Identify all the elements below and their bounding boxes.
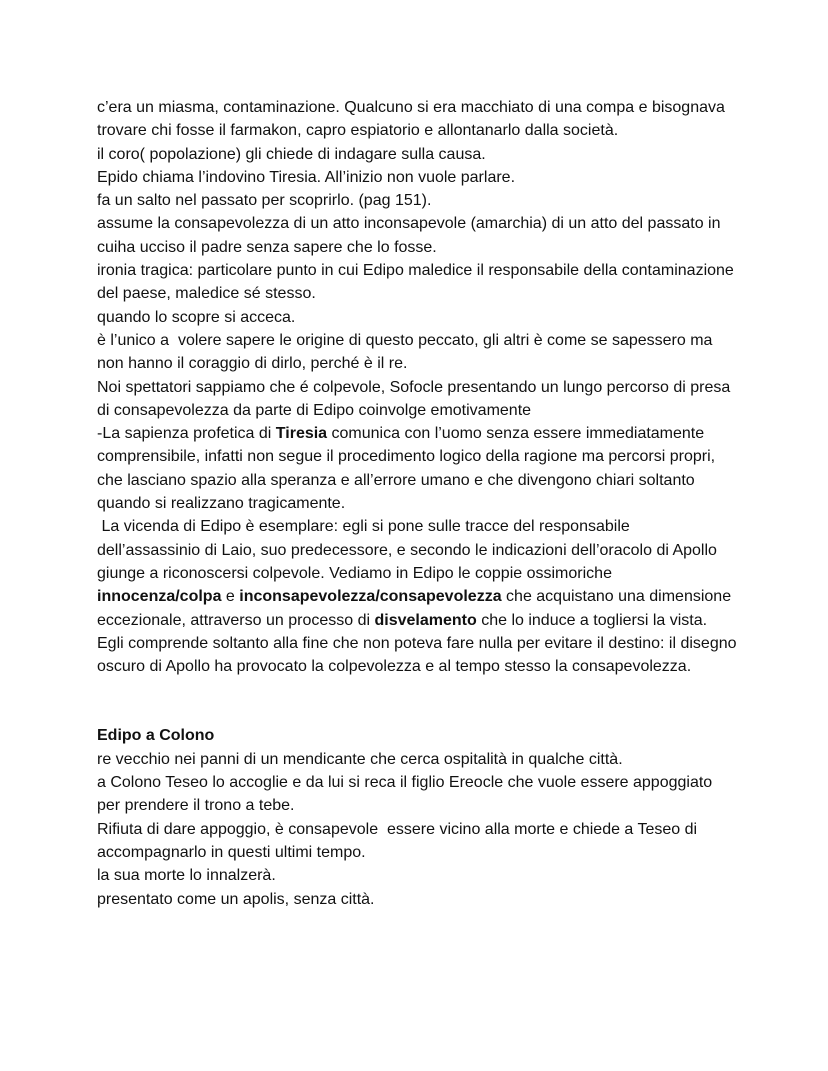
bold-term-innocenza-colpa: innocenza/colpa bbox=[97, 588, 222, 606]
paragraph-spettatori: Noi spettatori sappiamo che é colpevole, Sofocle presentando un lungo percorso di presa di consapevolezza da parte di Edipo coinvolge emotivamente bbox=[97, 378, 735, 419]
paragraph-coro: il coro( popolazione) gli chiede di indagare sulla causa. bbox=[97, 145, 486, 163]
bold-term-disvelamento: disvelamento bbox=[374, 611, 477, 629]
paragraph-consapevolezza: assume la consapevolezza di un atto inconsapevole (amarchia) di un atto del passato in cuiha ucciso il padre senza sapere che lo fosse. bbox=[97, 215, 725, 256]
paragraph-apolis: presentato come un apolis, senza città. bbox=[97, 890, 375, 908]
section-spacer bbox=[97, 678, 737, 724]
paragraph-ironia-tragica: ironia tragica: particolare punto in cui Edipo maledice il responsabile della contaminazione del paese, maledice sé stesso. bbox=[97, 262, 739, 303]
document-page bbox=[97, 96, 741, 911]
paragraph-tiresia-intro: Epido chiama l’indovino Tiresia. All’inizio non vuole parlare. bbox=[97, 168, 516, 186]
heading-edipo-a-colono: Edipo a Colono bbox=[97, 727, 215, 745]
paragraph-rifiuta: Rifiuta di dare appoggio, è consapevole essere vicino alla morte e chiede a Teseo di accompagnarlo in questi ultimi tempo. bbox=[97, 820, 702, 861]
paragraph-re-vecchio: re vecchio nei panni di un mendicante che cerca ospitalità in qualche città. bbox=[97, 750, 623, 768]
text-run: che acquistano una dimensione eccezionale, attraverso un processo di bbox=[97, 588, 736, 629]
bold-term-consapevolezza: inconsapevolezza/consapevolezza bbox=[239, 588, 502, 606]
section-heading bbox=[97, 724, 737, 747]
bold-term-tiresia: Tiresia bbox=[275, 425, 328, 443]
paragraph-sapienza-profetica bbox=[97, 422, 737, 515]
paragraph-colono-teseo: a Colono Teseo lo accoglie e da lui si reca il figlio Ereocle che vuole essere appoggiato per prendere il trono a tebe. bbox=[97, 774, 717, 815]
paragraph-unico: è l’unico a volere sapere le origine di questo peccato, gli altri è come se sapessero ma non hanno il coraggio di dirlo, perché è il re. bbox=[97, 331, 717, 373]
text-run: La vicenda di Edipo è esemplare: egli si pone sulle tracce del responsabile dell’assassinio di Laio, suo predecessore, e secondo le indicazioni dell’oracolo di Apollo giunge a riconoscersi colpevole. Vediamo in Edipo le coppie ossimoriche bbox=[97, 518, 722, 582]
paragraph-miasma: c’era un miasma, contaminazione. Qualcuno si era macchiato di una compa e bisognava trovare chi fosse il farmakon, capro espiatorio e allontanarlo dalla società. bbox=[97, 99, 730, 140]
text-run: che lo induce a togliersi la vista. Egli comprende soltanto alla fine che non poteva fare nulla per evitare il destino: il disegno oscuro di Apollo ha provocato la colpevolezza e al tempo stesso la consapevolezza. bbox=[97, 611, 741, 676]
paragraph-morte: la sua morte lo innalzerà. bbox=[97, 867, 276, 885]
text-run: comunica con l’uomo senza essere immediatamente comprensibile, infatti non segue il procedimento logico della ragione ma percorsi propri, che lasciano spazio alla speranza e all’errore umano e che divengono chiari soltanto quando si realizzano tragicamente. bbox=[97, 425, 720, 513]
paragraph-vicenda bbox=[97, 515, 741, 678]
text-run: -La sapienza profetica di bbox=[97, 425, 276, 443]
text-run: e bbox=[221, 588, 240, 606]
paragraph-acceca: quando lo scopre si acceca. bbox=[97, 308, 296, 326]
paragraph-salto-passato: fa un salto nel passato per scoprirlo. (pag 151). bbox=[97, 192, 432, 210]
